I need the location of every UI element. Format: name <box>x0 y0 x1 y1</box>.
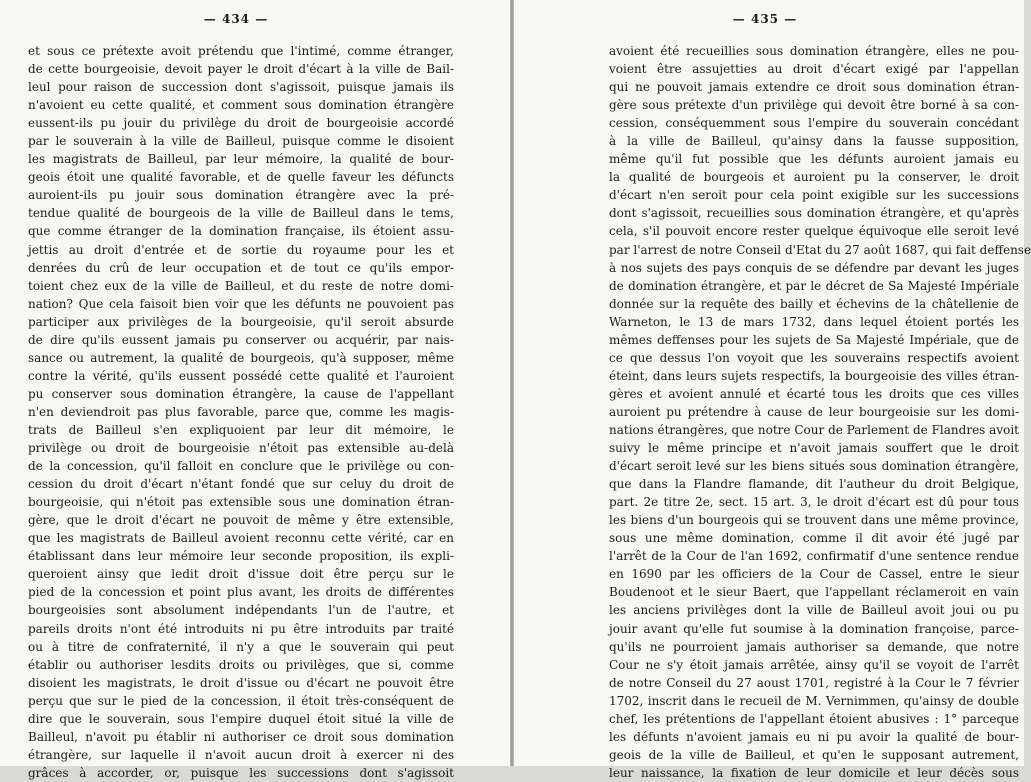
text-line: geois étoit une qualité favorable, et de quelle faveur les défuncts <box>28 170 454 185</box>
text-line: nation? Que cela faisoit bien voir que les défunts ne pouvoient pas <box>28 296 454 311</box>
text-line: les défunts n'avoient jamais eu ni pu avoir la qualité de bour- <box>609 729 1019 744</box>
text-line: ce que dessus l'on voyoit que les souverains respectifs avoient <box>609 350 1019 365</box>
text-line: que les magistrats de Bailleul avoient reconnu cette vérité, car en <box>28 531 454 546</box>
text-line: Bailleul, n'avoit pu établir ni authoriser ce droit sous domination <box>28 729 454 744</box>
text-line: la qualité de bourgeois et auroient pu la conserver, le droit <box>609 170 1019 185</box>
text-line: suivy le même principe et n'avoit jamais souffert que le droit <box>609 441 1019 456</box>
text-line: et sous ce prétexte avoit prétendu que l'intimé, comme étranger, <box>28 44 454 58</box>
text-line: chef, les prétentions de l'appellant étoient abusives : 1° parceque <box>609 711 1019 726</box>
text-line: par le souverain à la ville de Bailleul, puisque comme le disoient <box>28 134 454 149</box>
text-line: sance ou autrement, la qualité de bourgeois, qu'à supposer, même <box>28 350 454 365</box>
text-line: à nos sujets des pays conquis de se défendre par devant les juges <box>609 260 1019 275</box>
text-line: les magistrats de Bailleul, par leur mémoire, la qualité de bour- <box>28 152 454 167</box>
text-line: dire que le souverain, sous l'empire duquel étoit situé la ville de <box>28 711 454 726</box>
text-line: gère, que le droit d'écart ne pouvoit de même y être extensible, <box>28 513 454 528</box>
text-line: leur naissance, la fixation de leur domicile et leur décès sous <box>609 765 1019 780</box>
text-line: toient chez eux de la ville de Bailleul, et du reste de notre domi- <box>28 278 454 293</box>
text-line: qui ne pouvoit jamais extendre ce droit sous domination étran- <box>609 80 1019 95</box>
text-line: n'avoient eu cette qualité, et comment sous domination étrangère <box>28 98 454 113</box>
text-line: de dire qu'ils eussent jamais pu conserver ou acquérir, par nais- <box>28 332 454 347</box>
text-line: éteint, dans leurs sujets respectifs, la bourgeoisie des villes étran- <box>609 368 1019 383</box>
text-line: d'écart seroit levé sur les biens situés sous domination étrangère, <box>609 459 1019 474</box>
text-line: gères et avoient annulé et écarté tous les droits que ces villes <box>609 386 1019 401</box>
text-line: privilège ou droit de bourgeoisie n'étoit pas extensible au-delà <box>28 441 454 456</box>
text-line: établir ou authoriser lesdits droits ou privilèges, que si, comme <box>28 657 454 672</box>
text-line: de notre Conseil du 27 aoust 1701, registré à la Cour le 7 février <box>609 675 1019 690</box>
text-line: jettis au droit d'entrée et de sortie du royaume pour les et <box>28 242 454 257</box>
text-line: étrangère, sur laquelle il n'avoit aucun droit à exercer ni des <box>28 747 454 762</box>
text-line: les anciens privilèges dont la ville de Bailleul avoit joui ou pu <box>609 603 1019 618</box>
text-line: Boudenoot et le sieur Baert, que l'appellant réclameroit en vain <box>609 585 1019 600</box>
text-line: bourgeoisies sont absolument indépendants l'un de l'autre, et <box>28 603 454 618</box>
text-line: participer aux privilèges de la bourgeoisie, qu'il seroit absurde <box>28 314 454 329</box>
text-line: perçu que sur le pied de la concession, il étoit très-conséquent de <box>28 693 454 708</box>
right-page-body <box>609 42 1031 782</box>
text-line: de cette bourgeoisie, devoit payer le droit d'écart à la ville de Bail- <box>28 62 454 77</box>
text-line: gère sous prétexte d'un privilège qui devoit être borné à sa con- <box>609 98 1019 113</box>
text-line: pareils droits n'ont été introduits ni pu être introduits par traité <box>28 621 454 636</box>
text-line: nations étrangères, que notre Cour de Parlement de Flandres avoit <box>609 422 1019 437</box>
text-line: grâces à accorder, or, puisque les successions dont s'agissoit <box>28 765 454 780</box>
text-line: denrées du crû de leur occupation et de tout ce qu'ils empor- <box>28 260 454 275</box>
text-line: contre la vérité, qu'ils eussent possédé cette qualité et l'auroient <box>28 368 454 383</box>
text-line: geois de la ville de Bailleul, et qu'en le supposant autrement, <box>609 747 1019 762</box>
text-line: dont s'agissoit, recueillies sous domination étrangère, et qu'après <box>609 206 1019 221</box>
text-line: queroient ainsy que ledit droit d'issue doit être perçu sur le <box>28 567 454 582</box>
right-page-number: — 435 — <box>732 12 798 26</box>
text-line: pied de la concession et point plus avant, les droits de différentes <box>28 585 454 600</box>
text-line: sous une même domination, comme il dit avoir été jugé par <box>609 531 1019 546</box>
text-line: auroient pu prétendre à cause de leur bourgeoisie sur les domi- <box>609 404 1019 419</box>
text-line: Warneton, le 13 de mars 1732, dans lequel étoient portés les <box>609 314 1019 329</box>
text-line: l'arrêt de la Cour de l'an 1692, confirmatif d'une sentence rendue <box>609 549 1019 564</box>
text-line: établissant dans leur mémoire leur seconde proposition, ils expli- <box>28 549 454 564</box>
text-line: que dans la Flandre flamande, dit l'autheur du droit Belgique, <box>609 477 1019 492</box>
text-line: bourgeoisie, qui n'étoit pas extensible sous une domination étran- <box>28 495 454 510</box>
text-line: disoient les magistrats, le droit d'issue ou d'écart ne pouvoit être <box>28 675 454 690</box>
text-line: par l'arrest de notre Conseil d'Etat du 27 août 1687, qui fait deffense <box>609 242 1031 257</box>
text-line: qu'ils ne pourroient jamais authoriser sa demande, que notre <box>609 639 1019 654</box>
text-line: cela, s'il pouvoit encore rester quelque équivoque elle seroit levé <box>609 224 1019 239</box>
text-line: ou à titre de confraternité, il n'y a que le souverain qui peut <box>28 639 454 654</box>
text-line: de domination étrangère, et par le décret de Sa Majesté Impériale <box>609 278 1019 293</box>
text-line: cession du droit d'écart n'étant fondé que sur celuy du droit de <box>28 477 454 492</box>
text-line: d'écart n'en seroit pour cela point exigible sur les successions <box>609 188 1019 203</box>
text-line: part. 2e titre 2e, sect. 15 art. 3, le droit d'écart est dû pour tous <box>609 495 1019 510</box>
text-line: Cour ne s'y étoit jamais arrêtée, ainsy qu'il se voyoit de l'arrêt <box>609 657 1019 672</box>
text-line: avoient été recueillies sous domination étrangère, elles ne pou- <box>609 44 1019 58</box>
text-line: mêmes deffenses pour les sujets de Sa Majesté Impériale, que de <box>609 332 1019 347</box>
text-line: voient être assujetties au droit d'écart exigé par l'appellan <box>609 62 1019 77</box>
text-line: même qu'il fut possible que les défunts auroient jamais eu <box>609 152 1019 167</box>
text-line: que comme étranger de la domination française, ils étoient assu- <box>28 224 454 239</box>
text-line: cession, conséquemment sous l'empire du souverain concédant <box>609 116 1019 131</box>
text-line: pu conserver sous domination étrangère, la cause de l'appellant <box>28 386 454 401</box>
text-line: en 1690 par les officiers de la Cour de Cassel, entre le sieur <box>609 567 1019 582</box>
text-line: 1702, inscrit dans le recueil de M. Vernimmen, qu'ainsy de double <box>609 693 1019 708</box>
text-line: trats de Bailleul s'en expliquoient par leur dit mémoire, le <box>28 422 454 437</box>
text-line: leul pour raison de succession dont s'agissoit, puisque jamais ils <box>28 80 454 95</box>
left-page-number: — 434 — <box>203 12 269 26</box>
text-line: les biens d'un bourgeois qui se trouvent dans une même province, <box>609 513 1019 528</box>
text-line: auroient-ils pu jouir sous domination étrangère avec la pré- <box>28 188 454 203</box>
text-line: de la concession, qu'il falloit en conclure que le privilège ou con- <box>28 459 454 474</box>
left-page <box>0 0 512 780</box>
text-line: à la ville de Bailleul, qu'ainsy dans la fausse supposition, <box>609 134 1019 149</box>
text-line: eussent-ils pu jouir du privilège du droit de bourgeoisie accordé <box>28 116 454 131</box>
text-line: donnée sur la requête des bailly et échevins de la châtellenie de <box>609 296 1019 311</box>
text-line: jouir avant qu'elle fut soumise à la domination françoise, parce- <box>609 621 1019 636</box>
text-line: n'en deviendroit pas plus favorable, parce que, comme les magis- <box>28 404 454 419</box>
right-page <box>514 0 1031 780</box>
left-page-body <box>28 42 454 782</box>
text-line: tendue qualité de bourgeois de la ville de Bailleul dans le tems, <box>28 206 454 221</box>
